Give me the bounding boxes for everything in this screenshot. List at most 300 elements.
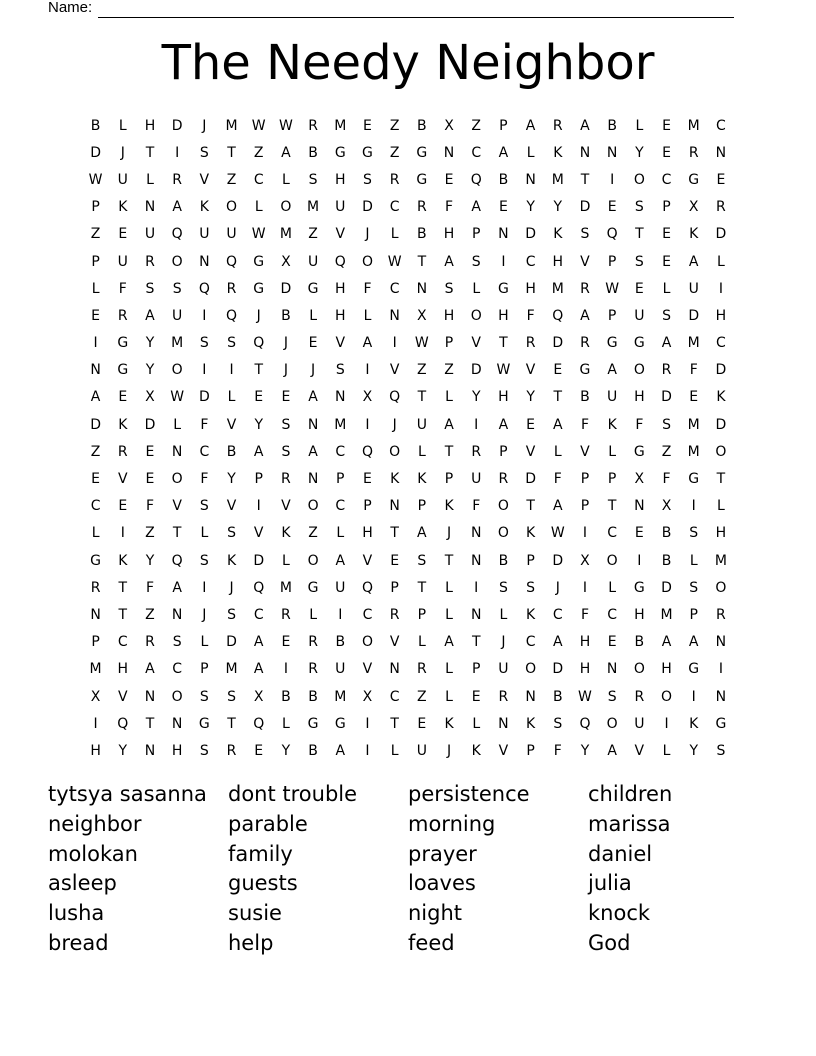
grid-letter: A [552, 634, 563, 651]
grid-letter: Z [389, 117, 400, 134]
grid-letter: L [445, 606, 453, 623]
grid-letter: P [91, 253, 100, 270]
grid-letter: C [471, 144, 482, 161]
grid-letter: G [307, 715, 319, 732]
grid-letter: H [715, 307, 727, 324]
grid-letter: Y [118, 742, 128, 759]
grid-letter: G [253, 253, 265, 270]
grid-letter: C [117, 634, 128, 651]
grid-letter: Q [253, 715, 265, 732]
grid-letter: M [89, 661, 102, 678]
grid-letter: N [470, 552, 482, 569]
grid-letter: M [334, 117, 347, 134]
grid-letter: A [308, 389, 318, 406]
grid-letter: W [88, 171, 103, 188]
grid-letter: E [118, 498, 128, 515]
grid-letter: E [471, 688, 481, 705]
grid-letter: Z [145, 606, 155, 623]
grid-letter: G [334, 715, 346, 732]
grid-letter: V [525, 443, 536, 460]
grid-letter: S [526, 579, 536, 596]
grid-letter: E [689, 389, 699, 406]
grid-letter: Y [227, 471, 236, 488]
name-label: Name: [48, 0, 93, 16]
grid-letter: T [227, 715, 236, 732]
grid-letter: C [253, 171, 264, 188]
grid-letter: E [662, 226, 671, 243]
grid-letter: S [689, 579, 699, 596]
grid-letter: E [281, 634, 291, 651]
grid-letter: W [550, 525, 565, 542]
grid-letter: Z [308, 226, 318, 243]
grid-letter: O [715, 579, 727, 596]
grid-letter: F [689, 362, 698, 379]
grid-letter: G [117, 335, 129, 352]
grid-letter: F [662, 471, 671, 488]
grid-letter: Q [334, 253, 346, 270]
grid-letter: P [607, 307, 617, 324]
grid-letter: O [606, 552, 618, 569]
grid-letter: R [90, 579, 101, 596]
grid-letter: X [444, 117, 454, 134]
grid-letter: I [120, 525, 125, 542]
grid-letter: Q [389, 389, 401, 406]
grid-letter: R [688, 144, 699, 161]
word-list-item: loaves [408, 871, 476, 896]
grid-letter: R [552, 117, 563, 134]
word-list-item: parable [228, 811, 308, 836]
grid-letter: F [118, 280, 127, 297]
grid-letter: U [144, 226, 156, 243]
grid-letter: N [389, 498, 400, 515]
grid-letter: M [334, 416, 347, 433]
grid-letter: R [117, 443, 128, 460]
grid-letter: L [499, 606, 508, 623]
grid-letter: G [579, 362, 591, 379]
grid-letter: L [390, 742, 399, 759]
grid-letter: N [389, 307, 400, 324]
grid-letter: E [118, 389, 128, 406]
grid-letter: E [417, 715, 427, 732]
grid-letter: E [363, 471, 372, 488]
grid-letter: T [227, 144, 236, 161]
grid-letter: W [605, 280, 620, 297]
grid-letter: K [118, 552, 128, 569]
grid-letter: R [226, 280, 237, 297]
grid-letter: K [226, 552, 237, 569]
grid-letter: N [335, 389, 346, 406]
grid-letter: S [281, 443, 291, 460]
grid-letter: L [445, 579, 453, 596]
grid-letter: O [280, 199, 292, 216]
grid-letter: K [553, 144, 563, 161]
grid-letter: W [496, 362, 511, 379]
grid-letter: C [389, 199, 400, 216]
grid-letter: D [715, 362, 727, 379]
grid-letter: D [253, 552, 265, 569]
grid-letter: Y [580, 742, 590, 759]
grid-letter: A [498, 416, 509, 433]
grid-letter: I [582, 579, 588, 596]
grid-letter: S [498, 579, 508, 596]
grid-letter: J [202, 606, 207, 623]
word-list-item: molokan [48, 841, 138, 866]
grid-letter: I [93, 335, 98, 352]
grid-letter: B [417, 117, 427, 134]
grid-letter: F [200, 471, 209, 488]
grid-letter: N [715, 634, 727, 651]
grid-letter: H [171, 742, 183, 759]
grid-letter: A [145, 307, 155, 324]
grid-letter: L [390, 226, 399, 243]
grid-letter: M [334, 688, 347, 705]
grid-letter: H [443, 307, 455, 324]
grid-letter: S [553, 715, 563, 732]
grid-letter: B [661, 552, 672, 569]
grid-letter: I [664, 715, 669, 732]
grid-letter: F [635, 416, 644, 433]
grid-letter: O [307, 552, 319, 569]
grid-letter: P [499, 117, 508, 134]
grid-letter: N [199, 253, 210, 270]
grid-letter: Z [417, 688, 427, 705]
grid-letter: D [715, 416, 727, 433]
grid-letter: N [416, 280, 428, 297]
grid-letter: N [389, 661, 400, 678]
grid-letter: Z [226, 171, 237, 188]
grid-letter: O [470, 307, 482, 324]
grid-letter: N [144, 742, 156, 759]
grid-letter: O [715, 443, 727, 460]
grid-letter: N [634, 498, 645, 515]
grid-letter: O [171, 253, 183, 270]
grid-letter: A [580, 307, 590, 324]
grid-letter: D [661, 389, 672, 406]
grid-letter: B [226, 443, 237, 460]
grid-letter: R [661, 362, 672, 379]
word-list-item: susie [228, 901, 282, 926]
grid-letter: V [580, 253, 590, 270]
grid-letter: I [501, 253, 506, 270]
grid-letter: I [474, 416, 479, 433]
grid-letter: E [607, 199, 617, 216]
grid-letter: L [309, 606, 317, 623]
grid-letter: L [445, 688, 453, 705]
grid-letter: B [308, 144, 318, 161]
grid-letter: K [444, 498, 454, 515]
grid-letter: C [607, 525, 618, 542]
grid-letter: R [498, 471, 509, 488]
grid-letter: R [389, 606, 400, 623]
grid-letter: Q [171, 226, 183, 243]
grid-letter: I [718, 280, 723, 297]
grid-letter: T [444, 552, 454, 569]
grid-letter: R [308, 117, 318, 134]
grid-letter: W [251, 117, 266, 134]
grid-letter: M [687, 443, 700, 460]
grid-letter: F [145, 498, 154, 515]
grid-letter: I [718, 661, 723, 678]
word-list-item: asleep [48, 871, 117, 896]
grid-letter: N [498, 715, 509, 732]
grid-letter: N [90, 606, 101, 623]
grid-letter: I [229, 362, 234, 379]
grid-letter: E [498, 199, 508, 216]
grid-letter: Y [145, 362, 155, 379]
grid-letter: F [553, 471, 562, 488]
word-list-item: tytsya sasanna [48, 782, 207, 806]
grid-letter: U [307, 253, 319, 270]
grid-letter: R [145, 253, 155, 270]
grid-letter: B [634, 634, 645, 651]
grid-letter: L [336, 525, 345, 542]
grid-letter: G [307, 579, 319, 596]
grid-letter: R [172, 171, 183, 188]
grid-letter: D [90, 416, 101, 433]
grid-letter: K [689, 715, 699, 732]
grid-letter: R [389, 171, 400, 188]
grid-letter: H [335, 171, 346, 188]
grid-letter: H [579, 661, 591, 678]
grid-letter: V [335, 226, 346, 243]
grid-letter: E [308, 335, 318, 352]
grid-letter: X [688, 199, 699, 216]
grid-letter: E [91, 307, 101, 324]
grid-letter: F [445, 199, 454, 216]
grid-letter: I [202, 362, 207, 379]
grid-letter: C [172, 661, 183, 678]
grid-letter: E [662, 253, 671, 270]
grid-letter: S [199, 688, 209, 705]
grid-letter: A [172, 579, 182, 596]
grid-letter: A [688, 253, 699, 270]
grid-letter: R [471, 443, 482, 460]
grid-letter: O [171, 471, 183, 488]
grid-letter: D [525, 471, 536, 488]
grid-letter: G [253, 280, 265, 297]
word-list-item: lusha [48, 901, 105, 926]
grid-letter: T [607, 498, 617, 515]
grid-letter: Z [471, 117, 482, 134]
grid-letter: R [308, 634, 318, 651]
grid-letter: I [202, 307, 207, 324]
grid-letter: U [416, 416, 427, 433]
grid-letter: E [662, 144, 671, 161]
grid-letter: G [715, 715, 727, 732]
grid-letter: Y [689, 742, 698, 759]
grid-letter: K [553, 226, 563, 243]
grid-letter: L [173, 416, 182, 433]
grid-letter: P [607, 471, 617, 488]
grid-letter: J [501, 634, 506, 651]
grid-letter: A [362, 335, 373, 352]
grid-letter: Z [389, 144, 400, 161]
grid-letter: V [471, 335, 481, 352]
grid-letter: X [90, 688, 101, 705]
grid-letter: D [198, 389, 210, 406]
grid-letter: Y [281, 742, 291, 759]
grid-letter: O [171, 688, 183, 705]
grid-letter: F [553, 742, 562, 759]
grid-letter: B [498, 552, 509, 569]
grid-letter: T [444, 443, 454, 460]
grid-letter: U [498, 661, 509, 678]
grid-letter: V [580, 443, 590, 460]
grid-letter: A [661, 335, 672, 352]
grid-letter: I [582, 525, 588, 542]
grid-letter: B [281, 307, 291, 324]
grid-letter: I [610, 171, 615, 188]
grid-letter: S [145, 280, 155, 297]
grid-letter: N [525, 688, 536, 705]
grid-letter: Z [145, 525, 155, 542]
grid-letter: O [633, 362, 645, 379]
grid-letter: N [307, 471, 319, 488]
grid-letter: K [689, 226, 699, 243]
grid-letter: A [498, 144, 509, 161]
grid-letter: V [281, 498, 291, 515]
grid-letter: M [307, 199, 320, 216]
grid-letter: M [225, 117, 238, 134]
grid-letter: F [580, 416, 589, 433]
name-blank-line[interactable] [98, 2, 734, 18]
grid-letter: F [363, 280, 372, 297]
grid-letter: R [525, 335, 536, 352]
grid-letter: V [117, 471, 128, 488]
grid-letter: B [281, 688, 291, 705]
grid-letter: I [283, 661, 288, 678]
grid-letter: Q [171, 552, 183, 569]
grid-letter: L [717, 253, 725, 270]
grid-letter: A [308, 443, 318, 460]
grid-letter: H [144, 117, 156, 134]
grid-letter: N [470, 525, 482, 542]
grid-letter: N [715, 688, 727, 705]
grid-letter: O [661, 688, 673, 705]
name-field[interactable] [48, 0, 734, 18]
grid-letter: R [281, 471, 291, 488]
grid-letter: S [335, 362, 345, 379]
grid-letter: R [716, 199, 726, 216]
grid-letter: E [145, 471, 155, 488]
grid-letter: N [171, 715, 183, 732]
grid-letter: D [688, 307, 700, 324]
grid-letter: K [607, 416, 617, 433]
grid-letter: U [634, 307, 645, 324]
grid-letter: N [171, 606, 183, 623]
grid-letter: E [254, 389, 264, 406]
grid-letter: V [525, 362, 536, 379]
grid-letter: S [199, 742, 209, 759]
grid-letter: Q [226, 253, 238, 270]
grid-letter: I [365, 416, 370, 433]
grid-letter: P [390, 579, 399, 596]
grid-letter: L [553, 443, 562, 460]
grid-letter: T [417, 253, 427, 270]
grid-letter: M [687, 335, 700, 352]
grid-letter: P [580, 498, 590, 515]
grid-letter: P [689, 606, 698, 623]
grid-letter: M [171, 335, 184, 352]
grid-letter: Z [444, 362, 454, 379]
grid-letter: S [363, 171, 372, 188]
grid-letter: W [387, 253, 402, 270]
grid-letter: O [389, 443, 401, 460]
grid-letter: C [362, 606, 373, 623]
grid-letter: S [227, 525, 236, 542]
grid-letter: B [607, 117, 617, 134]
grid-letter: Z [417, 362, 427, 379]
grid-letter: U [117, 253, 128, 270]
word-list-item: morning [408, 811, 496, 836]
grid-letter: L [118, 117, 127, 134]
grid-letter: H [579, 634, 591, 651]
grid-letter: J [446, 525, 452, 542]
grid-letter: E [118, 226, 128, 243]
grid-letter: L [526, 144, 535, 161]
grid-letter: A [444, 416, 454, 433]
grid-letter: M [687, 416, 700, 433]
grid-letter: U [471, 471, 482, 488]
grid-letter: H [335, 307, 346, 324]
grid-letter: Q [198, 280, 210, 297]
grid-letter: O [361, 634, 373, 651]
grid-letter: L [282, 552, 290, 569]
grid-letter: K [390, 471, 400, 488]
grid-letter: A [417, 525, 427, 542]
grid-letter: U [117, 171, 128, 188]
grid-letter: M [225, 661, 238, 678]
grid-letter: G [688, 171, 700, 188]
grid-letter: L [146, 171, 154, 188]
grid-letter: E [662, 117, 671, 134]
grid-letter: S [227, 688, 236, 705]
grid-letter: G [688, 661, 700, 678]
grid-letter: A [145, 661, 155, 678]
grid-letter: I [93, 715, 98, 732]
grid-letter: M [660, 606, 673, 623]
grid-letter: N [144, 199, 156, 216]
grid-letter: A [90, 389, 101, 406]
grid-letter: K [526, 606, 536, 623]
grid-letter: V [389, 362, 400, 379]
grid-letter: T [417, 389, 427, 406]
grid-letter: P [526, 552, 535, 569]
grid-letter: Z [661, 443, 672, 460]
grid-letter: R [634, 688, 645, 705]
grid-letter: X [362, 389, 373, 406]
word-list-item: feed [408, 930, 455, 955]
grid-letter: A [580, 117, 590, 134]
grid-letter: S [308, 171, 318, 188]
grid-letter: R [580, 280, 590, 297]
grid-letter: U [172, 307, 183, 324]
grid-letter: G [307, 280, 319, 297]
grid-letter: J [283, 335, 288, 352]
grid-letter: J [283, 362, 288, 379]
grid-letter: D [552, 661, 564, 678]
page-title: The Needy Neighbor [161, 35, 655, 91]
grid-letter: O [525, 661, 537, 678]
grid-letter: C [716, 117, 726, 134]
word-list-item: julia [588, 871, 632, 896]
grid-letter: R [281, 606, 291, 623]
grid-letter: E [390, 552, 400, 569]
grid-letter: M [551, 280, 564, 297]
grid-letter: Q [361, 443, 373, 460]
word-list-item: God [588, 930, 631, 955]
grid-letter: A [335, 742, 346, 759]
